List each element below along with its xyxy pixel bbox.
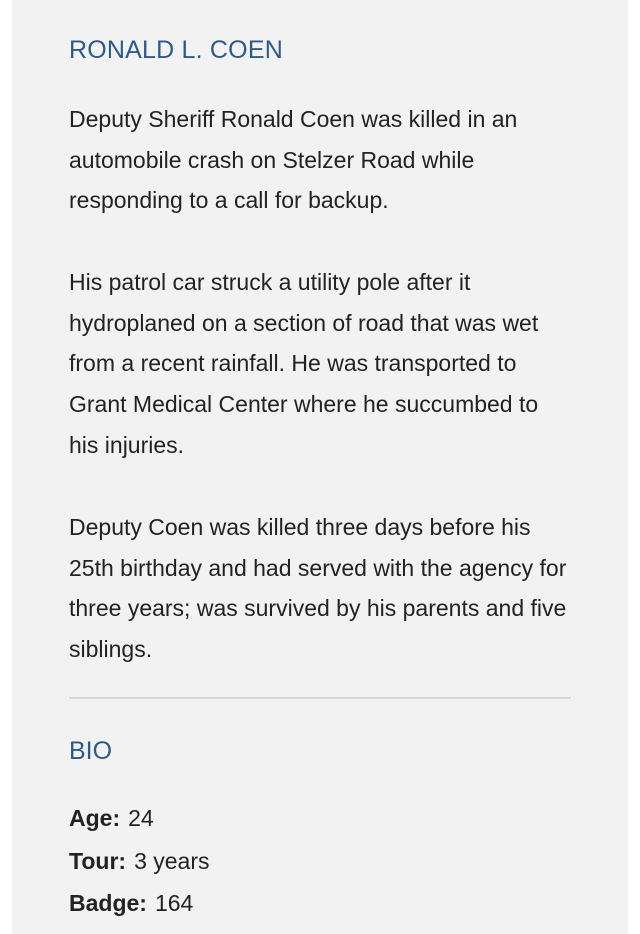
bio-value-tour: 3 years <box>134 847 210 874</box>
bio-row-age <box>69 797 210 840</box>
officer-name-heading: RONALD L. COEN <box>69 36 283 64</box>
bio-list <box>69 797 210 925</box>
bio-label-age: Age: <box>69 805 121 831</box>
description-paragraph-1: Deputy Sheriff Ronald Coen was killed in an automobile crash on Stelzer Road while responding to a call for backup. <box>69 106 518 214</box>
description-paragraph-3: Deputy Coen was killed three days before his 25th birthday and had served with the agency for three years; was survived by his parents and five siblings. <box>69 514 567 663</box>
bio-row-badge <box>69 882 210 925</box>
bio-value-age: 24 <box>128 805 154 831</box>
bio-row-tour <box>69 840 210 883</box>
bio-label-badge: Badge: <box>69 890 147 916</box>
description-paragraph-2: His patrol car struck a utility pole after it hydroplaned on a section of road that was wet from a recent rainfall. He was transported to Grant Medical Center where he succumbed to his injuries. <box>69 269 539 458</box>
bio-label-tour: Tour: <box>69 847 127 874</box>
section-divider <box>69 697 571 699</box>
bio-value-badge: 164 <box>154 890 194 916</box>
bio-heading: BIO <box>69 737 113 765</box>
